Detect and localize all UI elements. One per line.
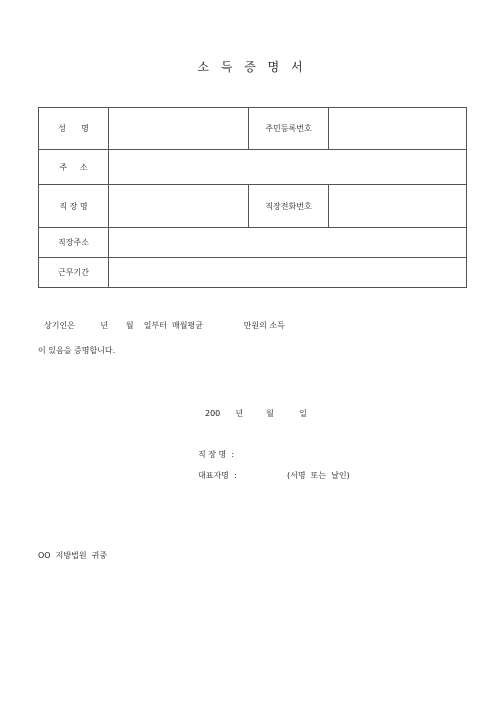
- signature-representative: 대표자명 :: [198, 471, 237, 480]
- work-period-field[interactable]: [109, 258, 467, 288]
- workplace-phone-field[interactable]: [329, 185, 467, 228]
- workplace-phone-label: 직장전화번호: [249, 185, 329, 228]
- address-label: 주 소: [39, 150, 109, 185]
- address-field[interactable]: [109, 150, 467, 185]
- workplace-field[interactable]: [109, 185, 249, 228]
- issue-date: 200 년 월 일: [205, 409, 308, 418]
- name-field[interactable]: [109, 108, 249, 150]
- certificate-form-table: [38, 107, 467, 288]
- statement-line-2: 이 있음을 증명합니다.: [38, 346, 116, 355]
- court-addressee: OO 지방법원 귀중: [38, 551, 108, 560]
- resident-number-label: 주민등록번호: [249, 108, 329, 150]
- workplace-address-label: 직장주소: [39, 228, 109, 258]
- work-period-label: 근무기간: [39, 258, 109, 288]
- workplace-address-field[interactable]: [109, 228, 467, 258]
- name-label: 성 명: [39, 108, 109, 150]
- signature-workplace: 직 장 명 :: [198, 450, 235, 459]
- resident-number-field[interactable]: [329, 108, 467, 150]
- signature-seal-note: (서명 또는 날인): [287, 471, 350, 480]
- document-title: 소 득 증 명 서: [197, 60, 307, 74]
- statement-line-1: 상기인은 년 월 일부터 매월평균 만원의 소득: [44, 321, 285, 330]
- workplace-label: 직 장 명: [39, 185, 109, 228]
